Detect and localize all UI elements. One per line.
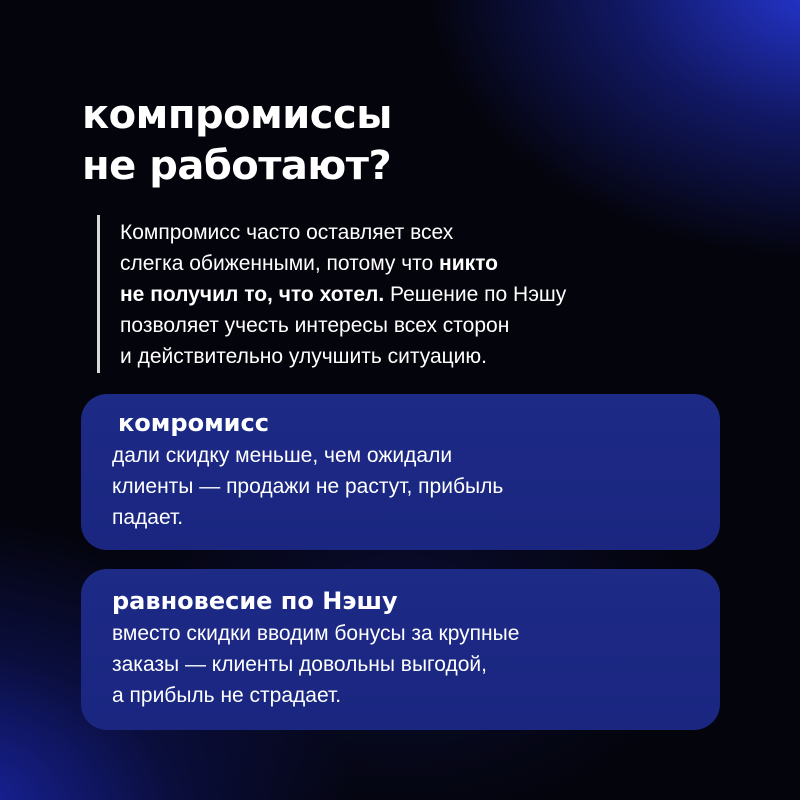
page-title-line-2: не работают? (82, 143, 392, 189)
compromise-card-title: комромисс (118, 409, 269, 437)
intro-line-2-text: слегка обиженными, потому что (120, 252, 440, 275)
intro-line-2-emphasis: никто (439, 252, 498, 275)
compromise-card-line-2: клиенты — продажи не растут, прибыль (112, 475, 504, 498)
intro-quote (97, 215, 737, 373)
intro-line-2 (120, 248, 737, 279)
intro-line-5: и действительно улучшить ситуацию. (120, 345, 487, 368)
compromise-card-line-3: падает. (112, 506, 184, 529)
nash-card-line-3: а прибыль не страдает. (112, 684, 342, 707)
intro-line-3-text: Решение по Нэшу (384, 283, 567, 306)
nash-card-line-2: заказы — клиенты довольны выгодой, (112, 653, 487, 676)
page-title (82, 90, 392, 192)
intro-line-4: позволяет учесть интересы всех сторон (120, 314, 510, 337)
intro-line-3-emphasis: не получил то, что хотел. (120, 283, 385, 306)
nash-card-text (112, 618, 720, 711)
compromise-card-line-1: дали скидку меньше, чем ожидали (112, 444, 453, 467)
nash-card-title: равновесие по Нэшу (112, 587, 398, 615)
intro-line-3 (120, 279, 737, 310)
intro-line-1: Компромисс часто оставляет всех (120, 221, 454, 244)
page-title-line-1: компромиссы (82, 92, 392, 138)
compromise-card (81, 394, 720, 550)
compromise-card-text (112, 440, 720, 533)
nash-card-line-1: вместо скидки вводим бонусы за крупные (112, 622, 520, 645)
nash-equilibrium-card (81, 569, 720, 730)
